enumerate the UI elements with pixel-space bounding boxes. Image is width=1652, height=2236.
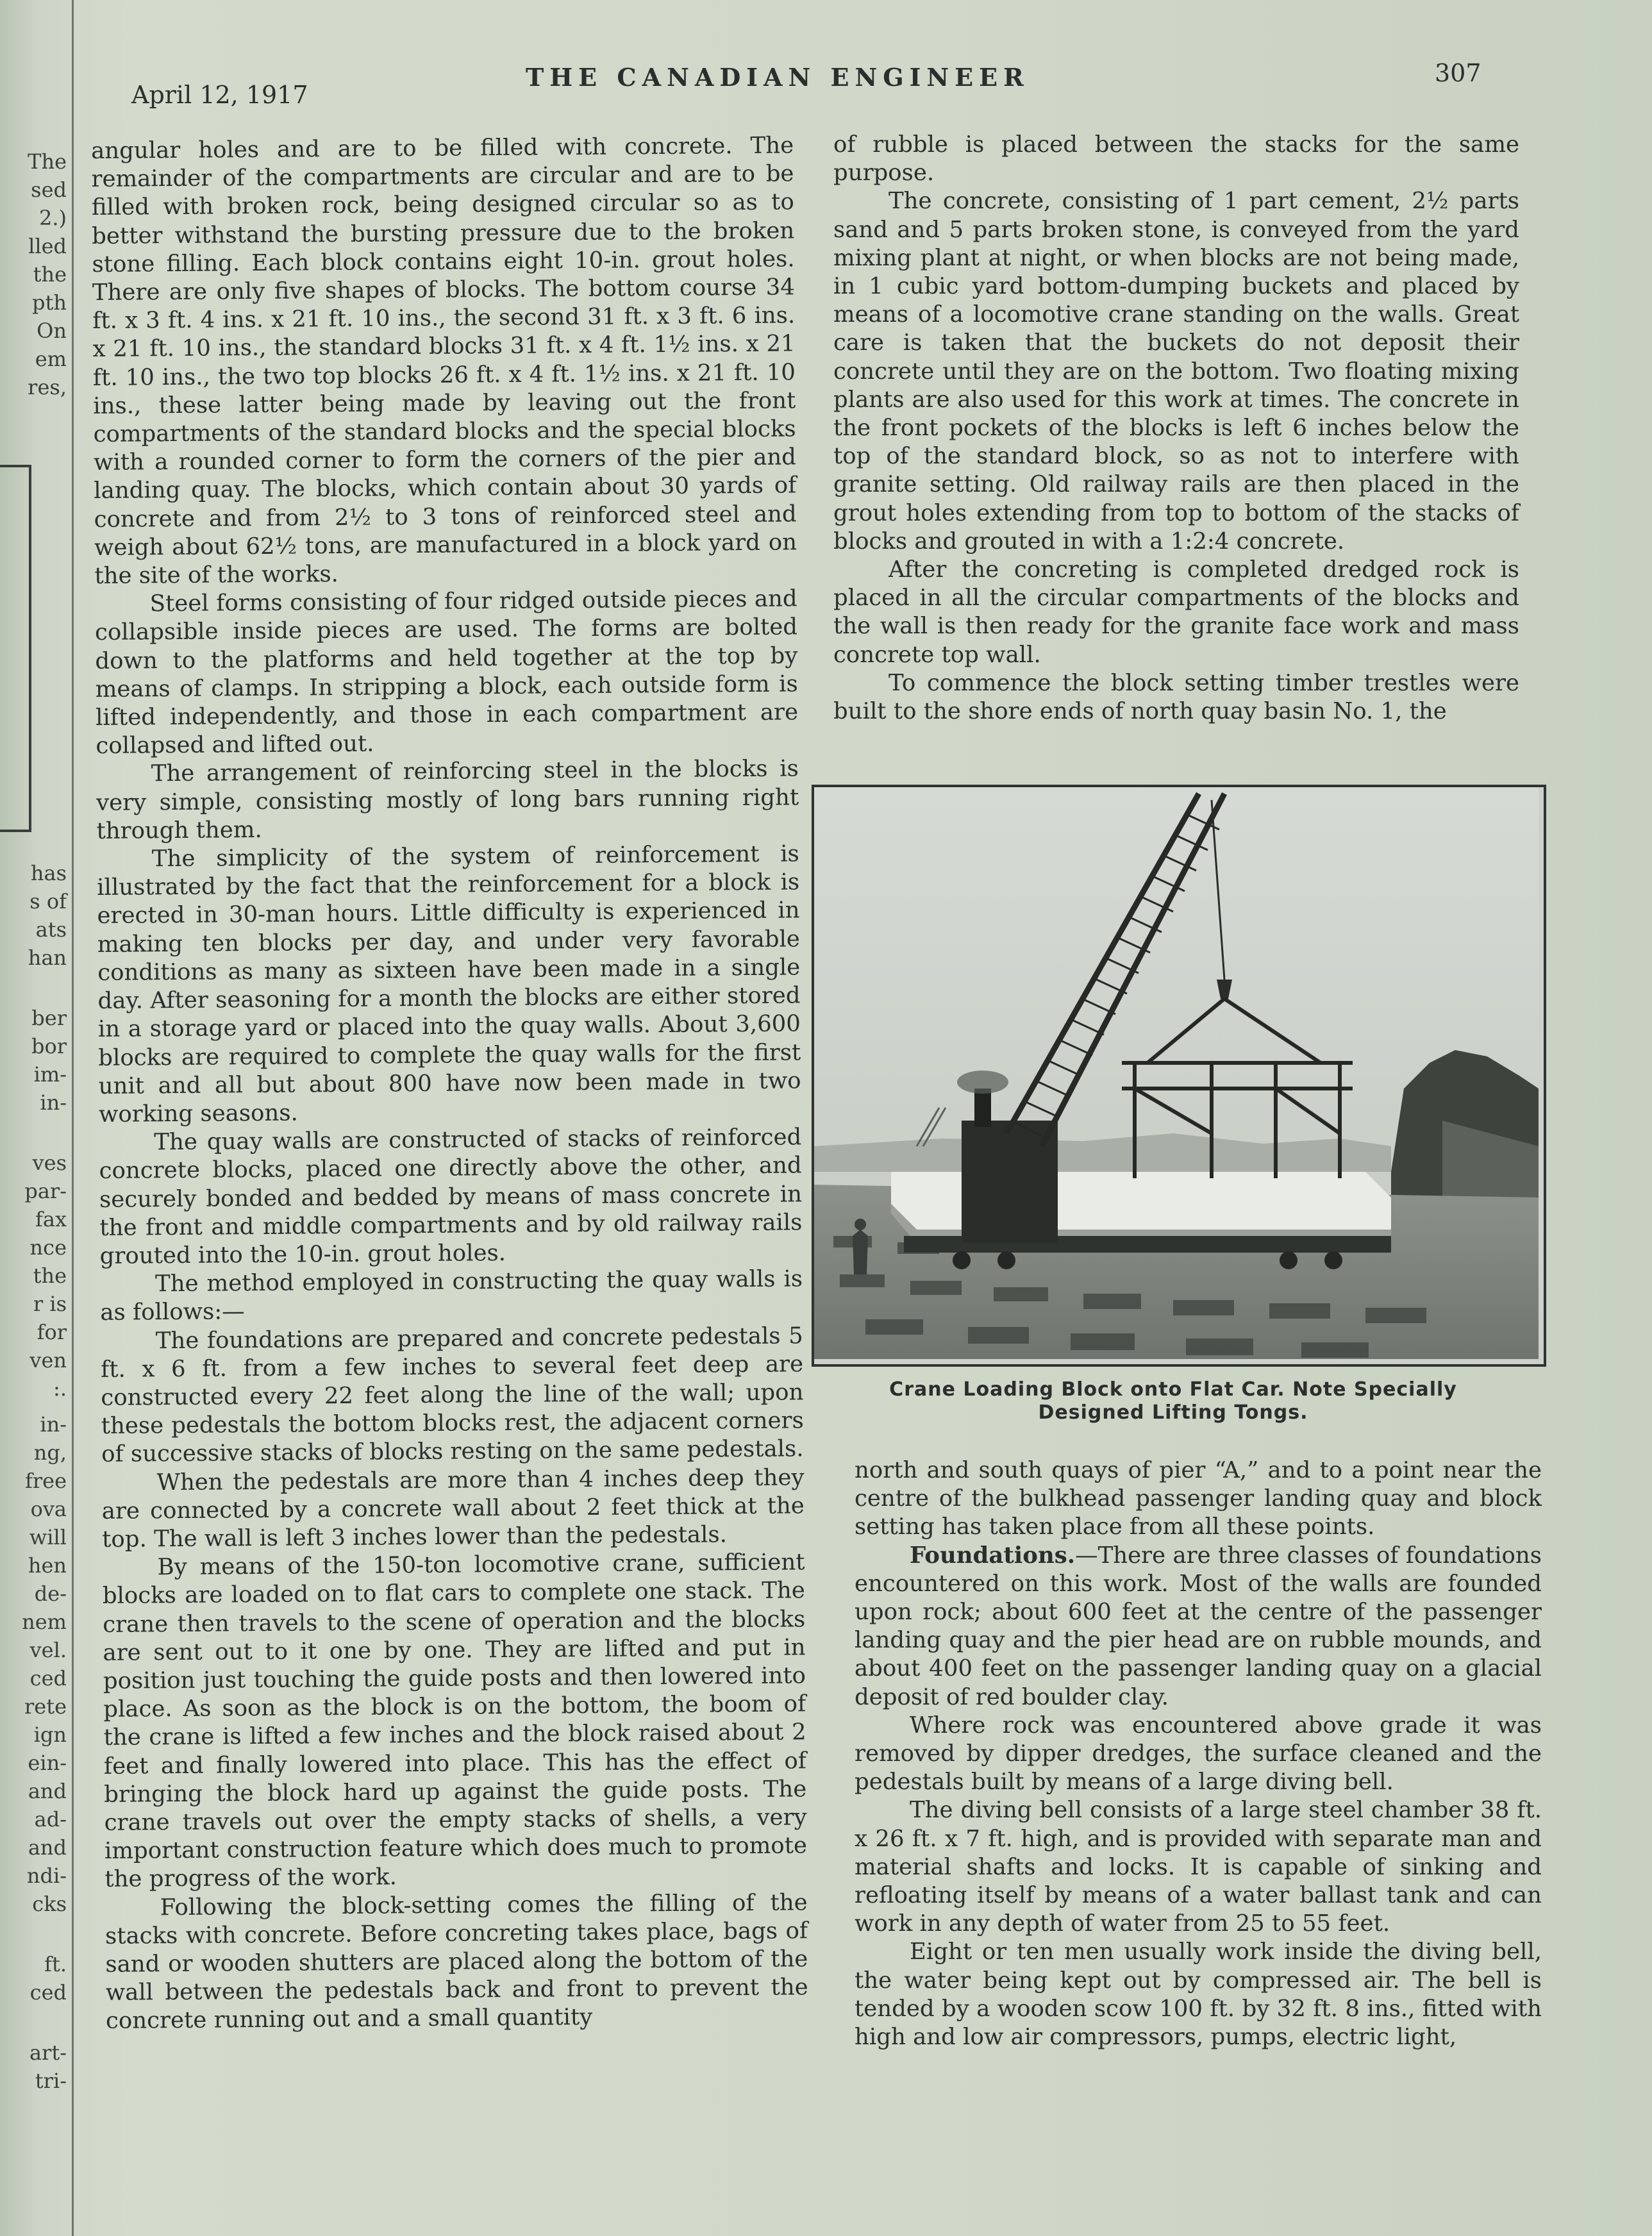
paragraph	[99, 1123, 803, 1271]
edge-text-fragment: ng,	[33, 1440, 67, 1465]
paragraph	[855, 1938, 1542, 2051]
paragraph-text: north and south quays of pier “A,” and to a point near the centre of the bulkhead passenger landing quay and block setting has taken place from all these points.	[855, 1457, 1542, 1540]
paragraph	[96, 755, 799, 846]
paragraph-text: The simplicity of the system of reinforcement is illustrated by the fact that the reinforcement for a block is erected in 30-man hours. Little difficulty is experienced in making ten blocks per day, and under very favorable conditions as many as sixteen have been made in a single day. After seasoning for a month the blocks are either stored in a storage yard or placed into the quay walls. About 3,600 blocks are required to complete the quay walls for the first unit and all but about 800 have now been made in two working seasons.	[97, 840, 801, 1128]
section-heading: Foundations.	[910, 1542, 1076, 1569]
edge-text-fragment: will	[29, 1525, 67, 1549]
edge-text-fragment: cks	[32, 1892, 67, 1916]
edge-text-fragment: the	[33, 262, 67, 287]
edge-text-fragment: art-	[29, 2040, 67, 2065]
figure-caption	[814, 1378, 1532, 1424]
edge-text-fragment: ndi-	[26, 1864, 67, 1888]
paragraph	[855, 1712, 1542, 1797]
paragraph	[91, 131, 797, 590]
paragraph-text: angular holes and are to be filled with concrete. The remainder of the compartments are circular and are to be filled with broken rock, being designed circular so as to better withstand the bursting pressure due to the broken stone filling. Each block contains eight 10-in. grout holes. There are only five shapes of blocks. The bottom course 34 ft. x 3 ft. 4 ins. x 21 ft. 10 ins., the second 31 ft. x 3 ft. 6 ins. x 21 ft. 10 ins., the standard blocks 31 ft. x 4 ft. 1½ ins. x 21 ft. 10 ins., the two top blocks 26 ft. x 4 ft. 1½ ins. x 21 ft. 10 ins., these latter being made by leaving out the front compartments of the standard blocks and the special blocks with a rounded corner to form the corners of the pier and landing quay. The blocks, which contain about 30 yards of concrete and from 2½ to 3 tons of reinforced steel and weigh about 62½ tons, are manufactured in a block yard on the site of the works.	[91, 132, 797, 590]
edge-text-fragment: 2.)	[38, 206, 67, 230]
edge-text-fragment: pth	[32, 290, 67, 315]
edge-text-fragment: :.	[53, 1376, 67, 1401]
edge-text-fragment: has	[30, 861, 67, 885]
edge-text-fragment: free	[24, 1469, 67, 1493]
edge-text-fragment: sed	[31, 178, 67, 202]
paragraph-text: Where rock was encountered above grade it was removed by dipper dredges, the surface cleaned and the pedestals built by means of a large diving bell.	[855, 1712, 1542, 1796]
issue-date: April 12, 1917	[131, 81, 308, 109]
edge-text-fragment: ova	[30, 1497, 67, 1521]
paragraph-text: The method employed in constructing the quay walls is as follows:—	[100, 1265, 803, 1326]
paragraph-text: When the pedestals are more than 4 inches deep they are connected by a concrete wall about 2 feet thick at the top. The wall is left 3 inches lower than the pedestals.	[101, 1464, 805, 1553]
page-number: 307	[1435, 59, 1481, 87]
edge-text-fragment: ven	[29, 1348, 67, 1372]
edge-text-fragment: ced	[29, 1980, 67, 2005]
edge-text-fragment: ats	[35, 917, 67, 942]
edge-text-fragment: res,	[28, 375, 67, 399]
edge-text-fragment: par-	[24, 1179, 67, 1203]
paragraph	[102, 1548, 807, 1894]
edge-text-fragment: in-	[40, 1090, 67, 1115]
paragraph-text: Following the block-setting comes the filling of the stacks with concrete. Before concreting takes place, bags of sand or wooden shutters are placed along the bottom of the wall between the pedestals back and front to prevent the concrete running out and a small quantity	[104, 1889, 808, 2035]
paragraph	[101, 1464, 805, 1554]
caption-line-2: Designed Lifting Tongs.	[1038, 1401, 1308, 1424]
edge-text-fragment: lled	[28, 234, 67, 258]
journal-title: THE CANADIAN ENGINEER	[526, 63, 1030, 92]
edge-text-fragment: nem	[22, 1610, 67, 1634]
edge-text-fragment: ves	[32, 1151, 67, 1175]
paragraph-text: Eight or ten men usually work inside the diving bell, the water being kept out by compressed air. The bell is tended by a wooden scow 100 ft. by 32 ft. 8 ins., fitted with high and low air compressors, pumps, electric light,	[855, 1939, 1542, 2051]
crane-photo-illustration	[814, 787, 1539, 1359]
edge-text-fragment: On	[37, 319, 67, 343]
paragraph	[95, 585, 799, 761]
paragraph-text: The concrete, consisting of 1 part cement, 2½ parts sand and 5 parts broken stone, is conveyed from the yard mixing plant at night, or when blocks are not being made, in 1 cubic yard bottom-dumping buckets and placed by means of a locomotive crane standing on the walls. Great care is taken that the buckets do not deposit their concrete until they are on the bottom. Two floating mixing plants are also used for this work at times. The concrete in the front pockets of the blocks is left 6 inches below the top of the standard block, so as not to interfere with granite setting. Old railway rails are then placed in the grout holes extending from top to bottom of the stacks of blocks and grouted in with a 1:2:4 concrete.	[833, 188, 1519, 555]
right-column-top	[833, 131, 1519, 726]
paragraph	[833, 669, 1519, 726]
edge-text-fragment: ign	[33, 1723, 67, 1747]
caption-line-1: Crane Loading Block onto Flat Car. Note Specially	[889, 1378, 1457, 1401]
edge-text-fragment: The	[28, 149, 67, 174]
edge-text-fragment: nce	[29, 1235, 67, 1260]
paragraph	[855, 1456, 1542, 1542]
paragraph-text: To commence the block setting timber trestles were built to the shore ends of north quay basin No. 1, the	[833, 669, 1519, 725]
edge-text-fragment: tri-	[35, 2069, 67, 2093]
edge-text-fragment: hen	[28, 1553, 67, 1578]
previous-page-box-rule	[0, 465, 31, 832]
paragraph-text: —There are three classes of foundations encountered on this work. Most of the walls are founded upon rock; about 600 feet at the centre of the passenger landing quay and the pier head are on rubble mounds, and about 400 feet on the passenger landing quay on a glacial deposit of red boulder clay.	[855, 1542, 1542, 1710]
edge-text-fragment: rete	[24, 1694, 67, 1719]
edge-text-fragment: ced	[29, 1666, 67, 1690]
paragraph	[855, 1796, 1542, 1938]
paragraph	[101, 1322, 805, 1469]
paragraph	[105, 1889, 809, 2036]
edge-text-fragment: s of	[29, 889, 67, 914]
edge-text-fragment: r is	[33, 1292, 67, 1316]
paragraph	[97, 840, 801, 1129]
left-column	[91, 131, 808, 2035]
paragraph	[100, 1265, 803, 1327]
paragraph-text: By means of the 150-ton locomotive crane, sufficient blocks are loaded on to flat cars to complete one stack. The crane then travels to the scene of operation and the blocks are sent out to it one by one. They are lifted and put in position just touching the guide posts and then lowered into place. As soon as the block is on the bottom, the boom of the crane is lifted a few inches and the block raised about 2 feet and finally lowered into place. This has the effect of bringing the block hard up against the guide posts. The crane travels out over the empty stacks of shells, a very important construction feature which does much to promote the progress of the work.	[102, 1549, 808, 1893]
paragraph	[833, 187, 1519, 556]
paragraph-text: The arrangement of reinforcing steel in the blocks is very simple, consisting mostly of long bars running right through them.	[96, 755, 799, 844]
page-header	[0, 58, 1652, 109]
crane-photograph	[812, 785, 1546, 1367]
edge-text-fragment: for	[37, 1320, 67, 1344]
edge-text-fragment: ber	[31, 1006, 67, 1030]
paragraph-text: Steel forms consisting of four ridged outside pieces and collapsible inside pieces are used. The forms are bolted down to the platforms and held together at the top by means of clamps. In stripping a block, each outside form is lifted independently, and those in each compartment are collapsed and lifted out.	[94, 585, 799, 760]
edge-text-fragment: ad-	[34, 1807, 67, 1831]
paragraph-text: of rubble is placed between the stacks for the same purpose.	[833, 131, 1519, 187]
paragraph	[833, 131, 1519, 187]
edge-text-fragment: im-	[33, 1062, 67, 1087]
edge-text-fragment: han	[28, 946, 67, 970]
edge-text-fragment: the	[33, 1264, 67, 1288]
edge-text-fragment: bor	[31, 1034, 67, 1058]
edge-text-fragment: ft.	[44, 1952, 67, 1976]
paragraph-text: The diving bell consists of a large steel chamber 38 ft. x 26 ft. x 7 ft. high, and is provided with separate man and material shafts and locks. It is capable of sinking and refloating itself by means of a water ballast tank and can work in any depth of water from 25 to 55 feet.	[855, 1797, 1542, 1937]
edge-text-fragment: in-	[40, 1412, 67, 1437]
edge-text-fragment: vel.	[29, 1638, 67, 1662]
paragraph-text: The quay walls are constructed of stacks of reinforced concrete blocks, placed one directly above the other, and securely bonded and bedded by means of mass concrete in the front and middle compartments and by old railway rails grouted into the 10-in. grout holes.	[99, 1124, 803, 1269]
right-column-bottom	[855, 1456, 1542, 2051]
paragraph	[855, 1542, 1542, 1712]
paragraph-text: The foundations are prepared and concrete pedestals 5 ft. x 6 ft. from a few inches to several feet deep are constructed every 22 feet along the line of the wall; upon these pedestals the bottom blocks rest, the adjacent corners of successive stacks of blocks resting on the same pedestals.	[100, 1322, 804, 1468]
edge-text-fragment: fax	[35, 1207, 67, 1231]
edge-text-fragment: ein-	[28, 1751, 67, 1775]
edge-text-fragment: and	[28, 1779, 67, 1803]
edge-text-fragment: and	[28, 1835, 67, 1860]
edge-text-fragment: em	[35, 347, 67, 371]
paragraph	[833, 556, 1519, 669]
paragraph-text: After the concreting is completed dredged rock is placed in all the circular compartments of the blocks and the wall is then ready for the granite face work and mass concrete top wall.	[833, 556, 1519, 668]
edge-text-fragment: de-	[34, 1581, 67, 1606]
previous-page-edge	[0, 0, 74, 2236]
